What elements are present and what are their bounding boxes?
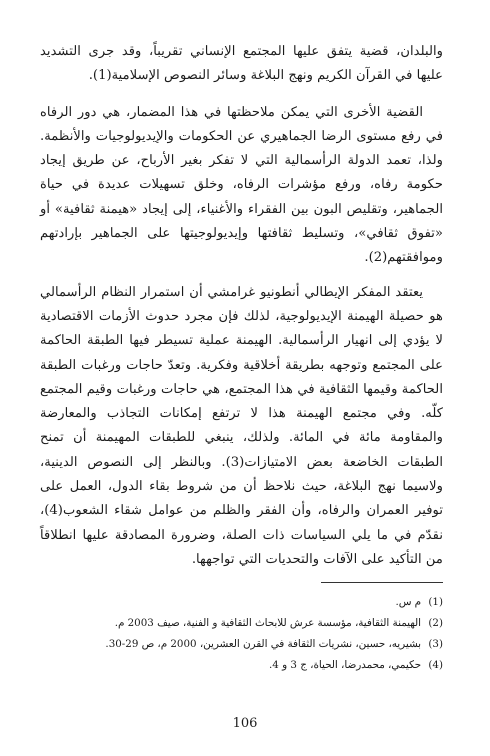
footnote-text: الهيمنة الثقافية، مؤسسة عرش للابحاث الثقافية و الفنية، صيف 2003 م.	[114, 617, 421, 629]
footnotes	[40, 592, 443, 676]
footnote-number: (4)	[428, 659, 443, 671]
footnote-1	[40, 592, 443, 613]
footnote-text: حكيمي، محمدرضا، الحياة، ج 3 و 4.	[269, 659, 421, 671]
footnote-number: (2)	[428, 617, 443, 629]
footnote-3	[40, 634, 443, 655]
footnote-number: (1)	[428, 596, 443, 608]
paragraph-2: القضية الأخرى التي يمكن ملاحظتها في هذا المضمار، هي دور الرفاه في رفع مستوى الرضا الجماهيري عن الحكومات والإيديولوجيات والأنظمة. ولذا، تعمد الدولة الرأسمالية التي لا تفكر بغير الأرباح، عن طريق إيجاد حكومة رفاه، ورفع مؤشرات الرفاه، وخلق تسهيلات عديدة في حياة الجماهير، وتقليص البون بين الفقراء والأغنياء، إلى إيجاد «هيمنة ثقافية» أو «تفوق ثقافي»، وتسليط ثقافتها وإيديولوجيتها على الجماهير بإرادتهم وموافقتهم(2).	[40, 104, 443, 266]
page-number: 106	[232, 716, 258, 731]
footnote-2	[40, 613, 443, 634]
paragraph-1: والبلدان، قضية يتفق عليها المجتمع الإنساني تقريباً، وقد جرى التشديد عليها في القرآن الكريم ونهج البلاغة وسائر النصوص الإسلامية(1).	[40, 44, 443, 84]
footnote-divider	[321, 582, 443, 583]
footnote-4	[40, 655, 443, 676]
paragraph-3: يعتقد المفكر الإيطالي أنطونيو غرامشي أن استمرار النظام الرأسمالي هو حصيلة الهيمنة الإيديولوجية، لذلك فإن مجرد حدوث الأزمات الاقتصادية لا يؤدي إلى انهيار الرأسمالية. الهيمنة عملية تسيطر فيها الطبقة الحاكمة على المجتمع وتوجهه بطريقة أخلاقية وفكرية. وتعدّ حاجات ورغبات الطبقة الحاكمة وقيمها الثقافية في هذا المجتمع، هي حاجات ورغبات وقيم المجتمع كلّه. وفي مجتمع الهيمنة هذا لا ترتفع إمكانات التجاذب والمعارضة والمقاومة مائة في المائة. ولذلك، ينبغي للطبقات المهيمنة أن تمنح الطبقات الخاضعة بعض الامتيازات(3). وبالنظر إلى النصوص الدينية، ولاسيما نهج البلاغة، حيث نلاحظ أن من شروط بقاء الدول، العمل على توفير العمران والرفاه، وأن الفقر والظلم من عوامل شقاء الشعوب(4)، نقدّم في ما يلي السياسات ذات الصلة، وضرورة المصادقة عليها انطلاقاً من التأكيد على الآفات والتحديات التي تواجهها.	[40, 284, 444, 567]
footnote-text: بشيريه، حسين، نشريات الثقافة في القرن العشرين، 2000 م، ص 29-30.	[105, 638, 421, 650]
footnote-text: م س.	[395, 596, 421, 608]
body-text	[40, 40, 443, 582]
footnote-number: (3)	[428, 638, 443, 650]
